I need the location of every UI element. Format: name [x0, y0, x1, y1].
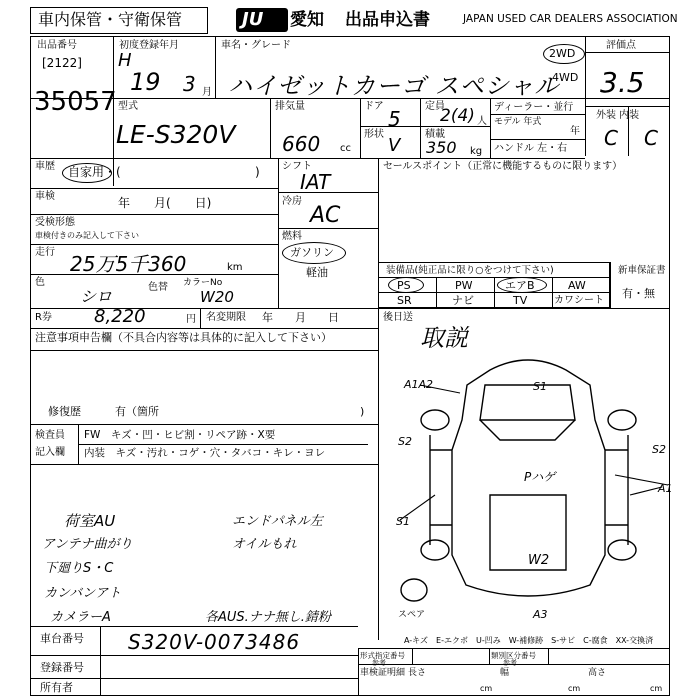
diagram-label-a3: A3: [533, 608, 548, 621]
fuel-diesel: 軽油: [306, 266, 328, 279]
options-title: 装備品(純正品に限り○をつけて下さい): [386, 265, 554, 276]
diagram-label-a1a2: A1A2: [404, 378, 434, 391]
disp-unit: cc: [340, 143, 351, 154]
handle-label: ハンドル 左・右: [494, 143, 568, 154]
sales-label: セールスポイント（正常に機能するものに限ります）: [383, 161, 623, 172]
history-paren-close: ): [255, 165, 260, 179]
storage-label: 車内保管・守衛保管: [38, 10, 183, 29]
doors-value: 5: [388, 107, 401, 131]
interior-row: 内装 キズ・汚れ・コゲ・穴・タバコ・キレ・ヨレ: [84, 447, 326, 459]
shift-value: IAT: [300, 170, 331, 194]
ac-value: AC: [310, 203, 341, 228]
notes-title: 注意事項申告欄（不具合内容等は具体的に記入して下さい）: [35, 331, 332, 344]
color-code: W20: [200, 288, 234, 306]
diagram-label-s2-right: S2: [652, 443, 666, 456]
option-airbag-circle: [497, 277, 547, 293]
fuel-gas: ガソリン: [290, 246, 334, 259]
history-value: 自家用・(: [68, 165, 121, 179]
manual-value: 取説: [420, 324, 468, 352]
form-title: 出品申込書: [345, 10, 430, 30]
color-label: 色: [35, 277, 45, 288]
type-value: LE-S320V: [116, 120, 236, 149]
length-label: 長さ: [408, 668, 427, 678]
color-code-label: カラーNo: [183, 278, 223, 288]
width-label: 幅: [500, 668, 510, 678]
dims-label: 車検証明細: [360, 668, 406, 678]
disp-label: 排気量: [275, 101, 305, 112]
note-1: 荷室AU: [64, 512, 116, 530]
option-leather: カワシート: [554, 295, 604, 306]
mileage-label: 走行: [35, 247, 55, 258]
repair-label: 修復歴: [48, 405, 81, 418]
fuel-label: 燃料: [282, 231, 302, 242]
option-sr: SR: [397, 294, 412, 307]
spare-label: スペア: [398, 610, 426, 620]
color-no-label: 色替: [148, 282, 168, 293]
height-label: 高さ: [588, 668, 607, 678]
association-name: JAPAN USED CAR DEALERS ASSOCIATION: [463, 13, 678, 25]
category-label: 類別区分番号: [491, 651, 536, 660]
recycle-value: 8,220: [94, 306, 146, 327]
first-reg-label: 初度登録年月: [119, 40, 179, 51]
diagram-label-a1: A1: [658, 482, 673, 495]
manual-label: 後日送: [383, 312, 413, 323]
drive-2wd: 2WD: [549, 47, 576, 60]
recycle-label: R券: [35, 312, 52, 323]
deadline-label: 名変期限: [206, 312, 246, 323]
ext-int-label: 外装 内装: [596, 110, 640, 121]
diagram-label-w2: W2: [528, 553, 550, 568]
warranty-value: 有・無: [622, 287, 655, 300]
option-pw: PW: [455, 279, 473, 292]
mileage-unit: km: [227, 262, 243, 273]
eval-label: 評価点: [606, 40, 636, 51]
drive-4wd: 4WD: [552, 71, 579, 84]
shape-value: V: [388, 135, 401, 156]
eval-score: 3.5: [600, 66, 645, 99]
note-3: アンテナ曲がり: [42, 537, 133, 552]
month-unit: 月: [202, 87, 212, 98]
deadline-text: 年 月 日: [262, 311, 339, 324]
year-unit: 年: [570, 126, 580, 137]
recycle-unit: 円: [186, 314, 196, 325]
note-5: 下廻りS・C: [44, 561, 114, 576]
height-unit: cm: [650, 684, 663, 693]
doors-label: ドア: [364, 101, 384, 112]
model-year-label: モデル 年式: [494, 117, 542, 127]
mileage-value: 25万5千360: [70, 252, 187, 276]
listing-number-label: 出品番号: [37, 40, 77, 51]
option-aw: AW: [568, 279, 586, 292]
load-label: 積載: [425, 129, 445, 140]
diagram-label-s1-top: S1: [533, 380, 547, 393]
receipt-note: 車検付きのみ記入して下さい: [35, 231, 139, 240]
repair-close: ): [360, 405, 365, 418]
warranty-label: 新車保証書: [618, 265, 666, 276]
org-name: 愛知: [290, 10, 324, 30]
chassis-label: 車台番号: [40, 632, 84, 645]
capacity-unit: 人: [477, 116, 487, 127]
shape-label: 形状: [364, 129, 384, 140]
ju-logo: [236, 8, 288, 32]
diagram-label-s2-left: S2: [398, 435, 412, 448]
listing-number: 35057: [34, 87, 117, 117]
diagram-label-s1-left: S1: [396, 515, 410, 528]
diagram-label-paint: Pハゲ: [524, 470, 556, 484]
owner-label: 所有者: [40, 681, 73, 694]
option-ps-circle: [388, 277, 424, 293]
reg-month: 3: [183, 72, 196, 96]
model-name: ハイゼットカーゴ スペシャル: [228, 72, 560, 100]
shift-label: シフト: [282, 161, 312, 172]
option-tv: TV: [513, 294, 528, 307]
entry-label: 記入欄: [35, 447, 65, 458]
width-unit: cm: [568, 684, 581, 693]
history-label: 車歴: [35, 161, 55, 172]
note-6: カンバンアト: [44, 586, 122, 601]
int-grade: C: [644, 126, 658, 150]
chassis-value: S320V-0073486: [128, 630, 301, 654]
receipt-label: 受検形態: [35, 217, 75, 228]
repair-text: 有（箇所: [115, 405, 159, 418]
note-4: オイルもれ: [232, 537, 297, 552]
option-airbag: エアB: [505, 279, 535, 292]
form-reference-label: 参考: [372, 659, 386, 667]
reg-number-label: 登録番号: [40, 661, 84, 674]
type-label: 型式: [118, 101, 138, 112]
reg-year: 19: [130, 68, 161, 96]
damage-legend: A-キズ E-エクボ U-凹み W-補修跡 S-サビ C-腐食 XX-交換済: [404, 636, 654, 645]
load-value: 350: [426, 138, 457, 157]
ac-label: 冷房: [282, 196, 302, 207]
form-designation-label: 形式指定番号: [360, 651, 405, 660]
logo-text: JU: [242, 9, 264, 30]
ext-grade: C: [604, 126, 618, 150]
category-reference-label: 参考: [503, 659, 517, 667]
dealer-label: ディーラー・並行: [494, 102, 574, 113]
note-7: カメラーA: [50, 610, 111, 625]
inspection-label: 車検: [35, 191, 55, 202]
listing-sub-number: [2122]: [42, 56, 82, 70]
load-unit: kg: [470, 146, 483, 157]
color-value: シロ: [80, 287, 113, 306]
option-ps: PS: [397, 279, 411, 292]
inspection-text: 年 月( 日): [118, 196, 212, 210]
note-8: 各AUS.ナナ無し.錆粉: [205, 610, 331, 625]
era-value: H: [118, 50, 132, 71]
inspector-label: 検査員: [35, 430, 65, 441]
note-2: エンドパネル左: [232, 514, 323, 529]
model-label: 車名・グレード: [221, 40, 291, 51]
option-navi: ナビ: [452, 294, 474, 307]
capacity-label: 定員: [425, 101, 445, 112]
capacity-value: 2(4): [440, 106, 475, 126]
disp-value: 660: [282, 132, 321, 156]
length-unit: cm: [480, 684, 493, 693]
fw-row: FW キズ・凹・ヒビ割・リペア跡・X要: [84, 429, 276, 441]
